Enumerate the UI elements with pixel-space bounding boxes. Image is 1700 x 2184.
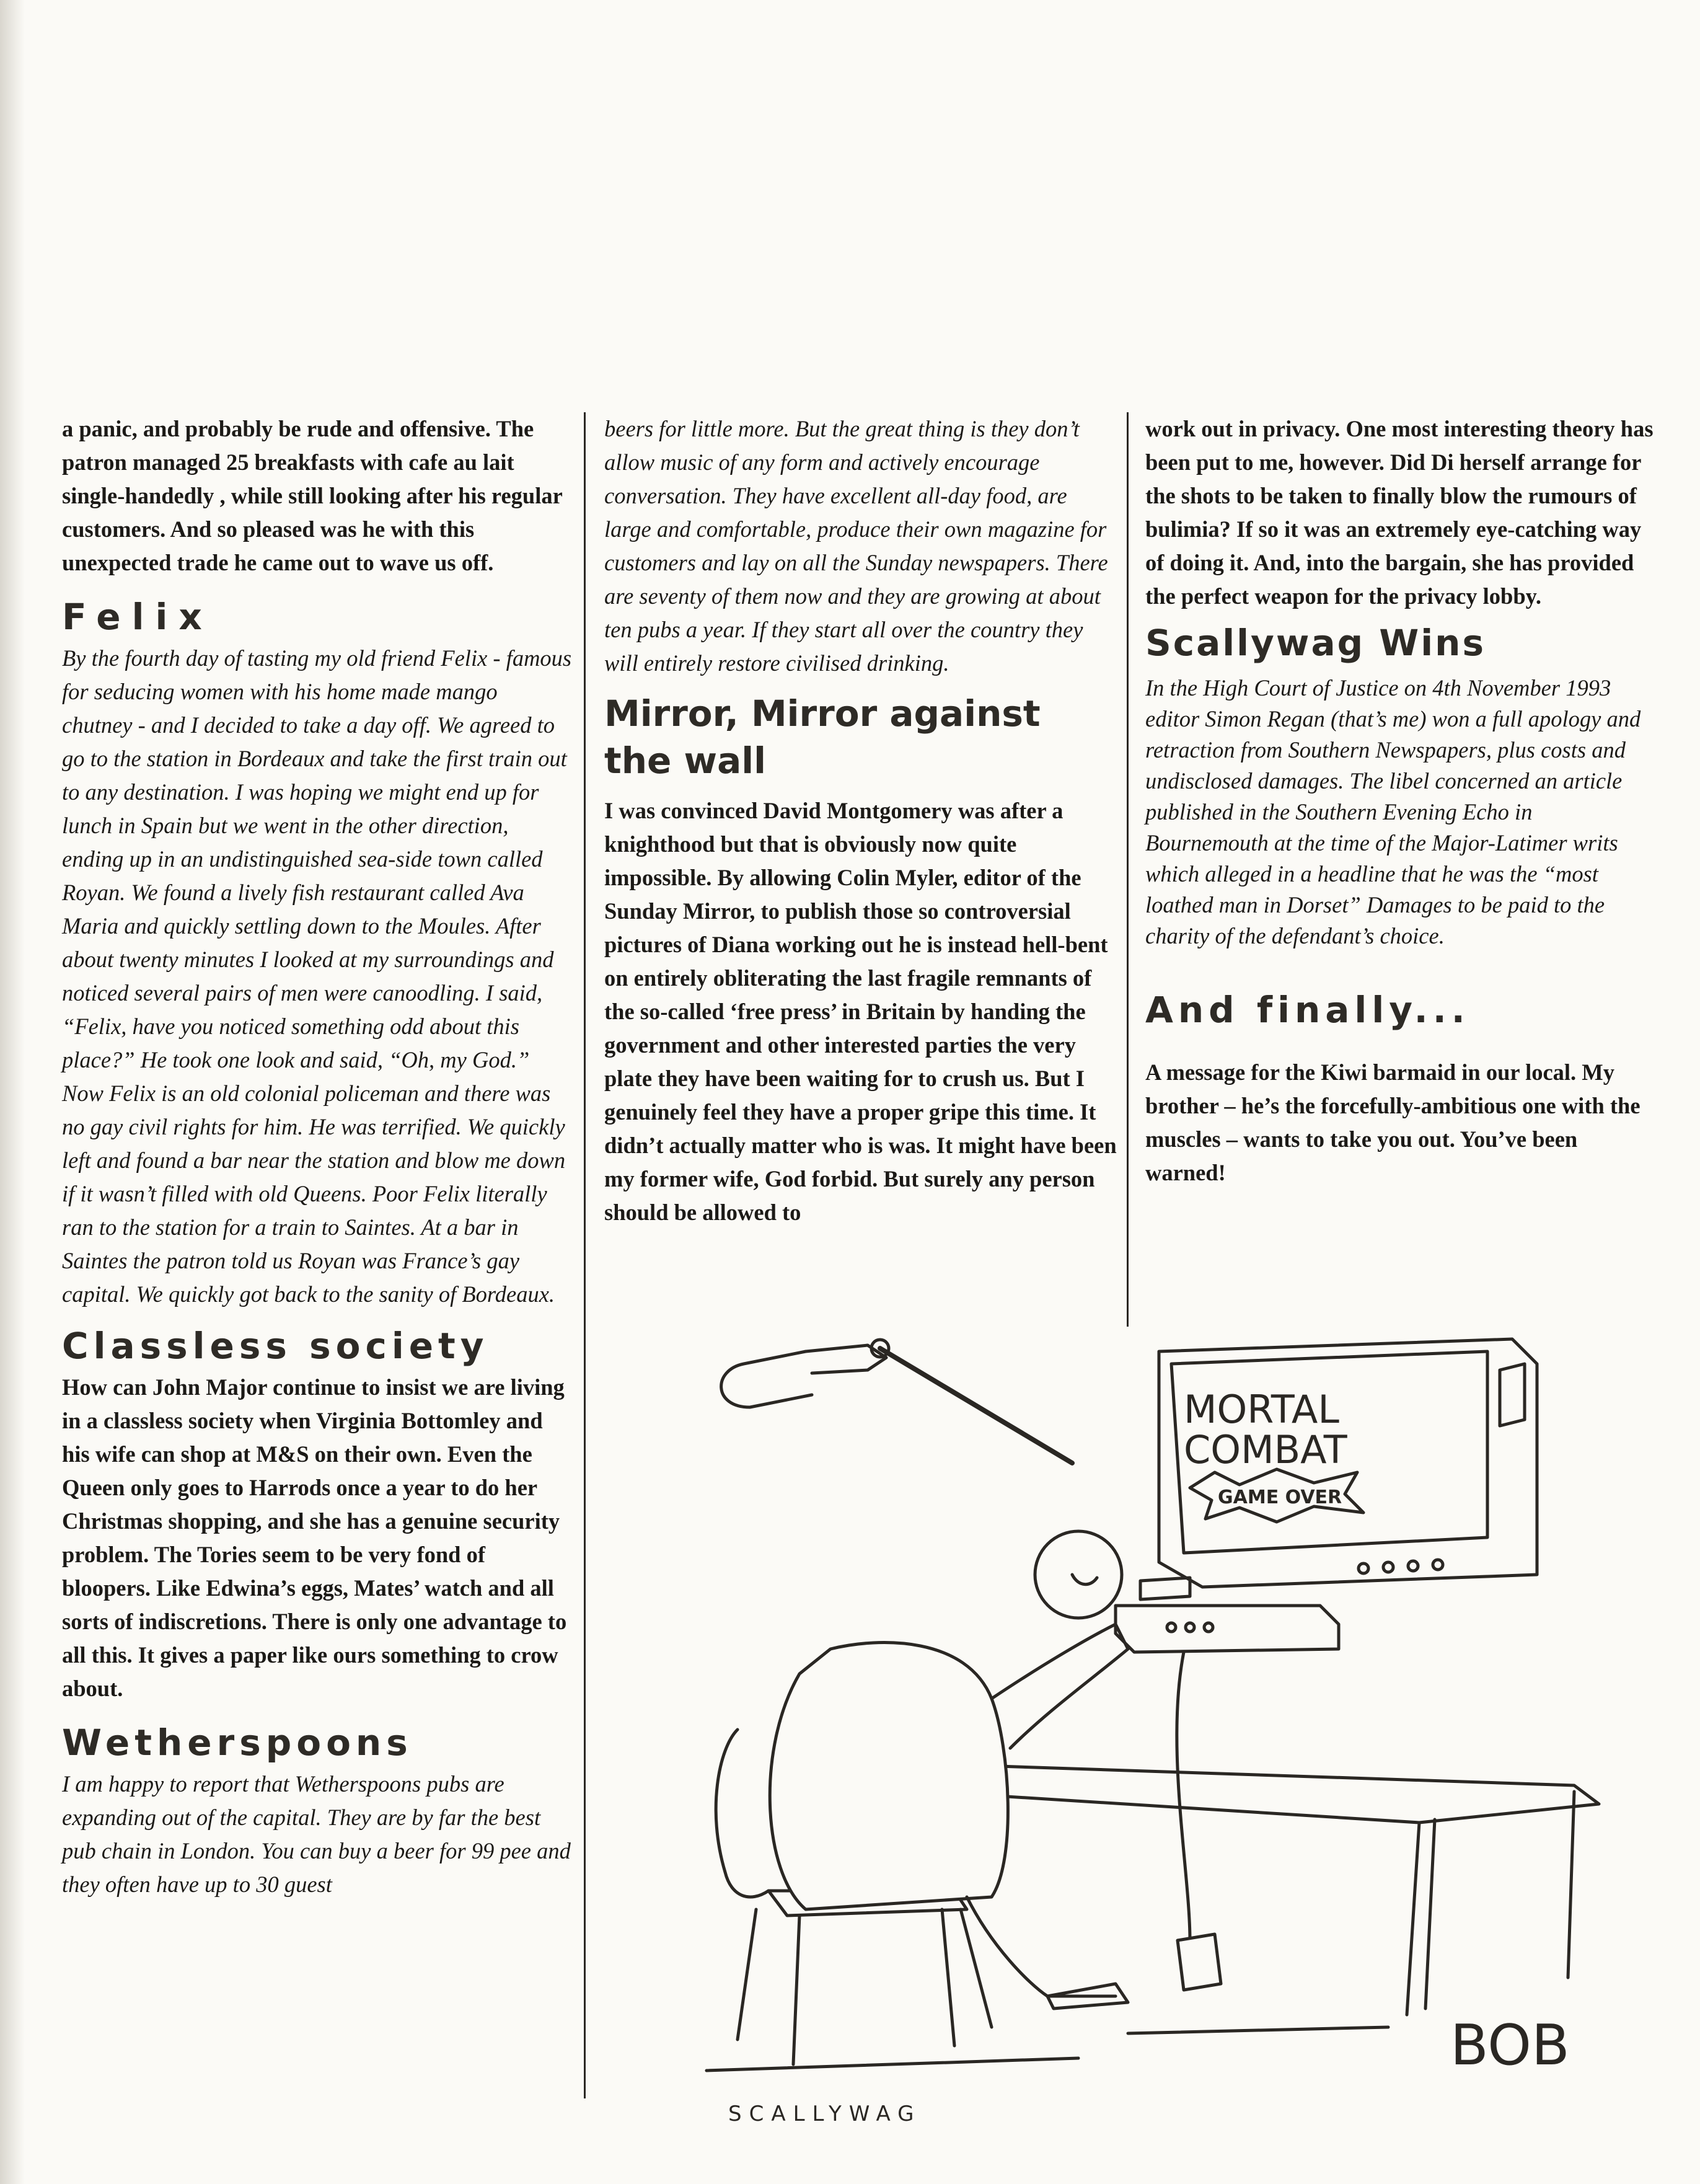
screen-text-mortal: MORTAL	[1184, 1387, 1339, 1432]
article-text: I am happy to report that Wetherspoons pubs are expanding out of the capital. They are by far the best pub chain in London. You can buy a beer for 99 pee and they often have up to 30 guest	[62, 1771, 571, 1897]
column-3	[1145, 412, 1660, 1190]
article-text: In the High Court of Justice on 4th November 1993 editor Simon Regan (that’s me) won a full apology and retraction from Southern Newspapers, plus costs and undisclosed damages. The libel concerned an article published in the Southern Evening Echo in Bournemouth at the time of the Major-Latimer writs which alleged in a headline that he was the “most loathed man in Dorset” Damages to be paid to the charity of the defendant’s choice.	[1145, 675, 1641, 948]
column-1	[62, 412, 573, 1901]
column-rule	[1127, 412, 1129, 1327]
article-text: I was convinced David Montgomery was after a knighthood but that is obviously now quite impossible. By allowing Colin Myler, editor of the Sunday Mirror, to publish those so controversial pictures of Diana working out he is instead hell-bent on entirely obliterating the last fragile remnants of the so-called ‘free press’ in Britain by handing the government and other interested parties the very plate they have been waiting for to crush us. But I genuinely feel they have a proper gripe this time. It didn’t actually matter who is was. It might have been my former wife, God forbid. But surely any person should be allowed to	[604, 798, 1117, 1225]
heading-mirror-mirror: Mirror, Mirror against the wall	[604, 692, 1041, 782]
desk-legs	[1407, 1792, 1574, 2015]
article-text: beers for little more. But the great thing is they don’t allow music of any form and actively encourage conversation. They have excellent all-day food, are large and comfortable, produce their own magazine for customers and lay on all the Sunday newspapers. There are seventy of them now and they are growing at about ten pubs a year. If they start all over the country they will entirely restore civilised drinking.	[604, 416, 1108, 676]
figure-leg	[967, 1897, 1116, 1996]
game-console	[1116, 1606, 1339, 1652]
hand	[721, 1351, 812, 1407]
figure-head	[1035, 1531, 1122, 1618]
article-text: A message for the Kiwi barmaid in our local. My brother – he’s the forcefully-ambitious one with the muscles – wants to take you out. You’ve been warned!	[1145, 1059, 1641, 1185]
heading-wetherspoons: Wetherspoons	[62, 1722, 413, 1764]
article-text: By the fourth day of tasting my old friend Felix - famous for seducing women with his home made mango chutney - and I decided to take a day off. We agreed to go to the station in Bordeaux and take the first train out to any destination. I was hoping we might end up for lunch in Spain but we went in the other direction, ending up in an undistinguished sea-side town called Royan. We found a lively fish restaurant called Ava Maria and quickly settling down to the Moules. After about twenty minutes I looked at my surroundings and noticed several pairs of men were canoodling. I said, “Felix, have you noticed something odd about this place?” He took one look and said, “Oh, my God.”	[62, 645, 572, 1072]
cord	[880, 1348, 1072, 1463]
screen-text-game-over: GAME OVER	[1218, 1487, 1342, 1508]
floor-line	[707, 2027, 1388, 2071]
article-text: How can John Major continue to insist we are living in a classless society when Virginia Bottomley and his wife can shop at M&S on their own. Even the Queen only goes to Harrods once a year to do her Christmas shopping, and she has a genuine security problem. The Tories seem to be very fond of bloopers. Like Edwina’s eggs, Mates’ watch and all sorts of indiscretions. There is only one advantage to all this. It gives a paper like ours something to crow about.	[62, 1374, 567, 1701]
chair-back	[716, 1730, 769, 1897]
heading-felix: Felix	[62, 596, 213, 638]
forearm	[806, 1345, 886, 1373]
article-text: a panic, and probably be rude and offensive. The patron managed 25 breakfasts with cafe au lait single-handedly , while still looking after his regular customers. And so pleased was he with this unexpected trade he came out to wave us off.	[62, 416, 563, 575]
game-controller	[1178, 1934, 1221, 1990]
magazine-footer: SCALLYWAG	[728, 2102, 922, 2126]
chair-legs	[738, 1909, 992, 2064]
page-gutter-shadow	[0, 0, 25, 2184]
screen-text-combat: COMBAT	[1184, 1427, 1347, 1472]
column-2	[604, 412, 1119, 1229]
heading-classless-society: Classless society	[62, 1325, 489, 1367]
figure-body	[770, 1643, 1008, 1909]
console-display	[1140, 1578, 1190, 1599]
column-rule	[584, 412, 586, 2098]
cartoon-illustration	[645, 1314, 1636, 2089]
heading-and-finally: And finally...	[1145, 989, 1470, 1031]
heading-scallywag-wins: Scallywag Wins	[1145, 622, 1486, 664]
figure-arm	[992, 1624, 1128, 1748]
artist-signature: BOB	[1450, 2013, 1570, 2078]
article-text: work out in privacy. One most interesting theory has been put to me, however. Did Di herself arrange for the shots to be taken to finally blow the rumours of bulimia? If so it was an extremely eye-catching way of doing it. And, into the bargain, she has provided the perfect weapon for the privacy lobby.	[1145, 416, 1654, 609]
article-text: Now Felix is an old colonial policeman and there was no gay civil rights for him. He was terrified. We quickly left and found a bar near the station and blow me down if it wasn’t filled with old Queens. Poor Felix literally ran to the station for a train to Saintes. At a bar in Saintes the patron told us Royan was France’s gay capital. We quickly got back to the sanity of Bordeaux.	[62, 1081, 566, 1307]
